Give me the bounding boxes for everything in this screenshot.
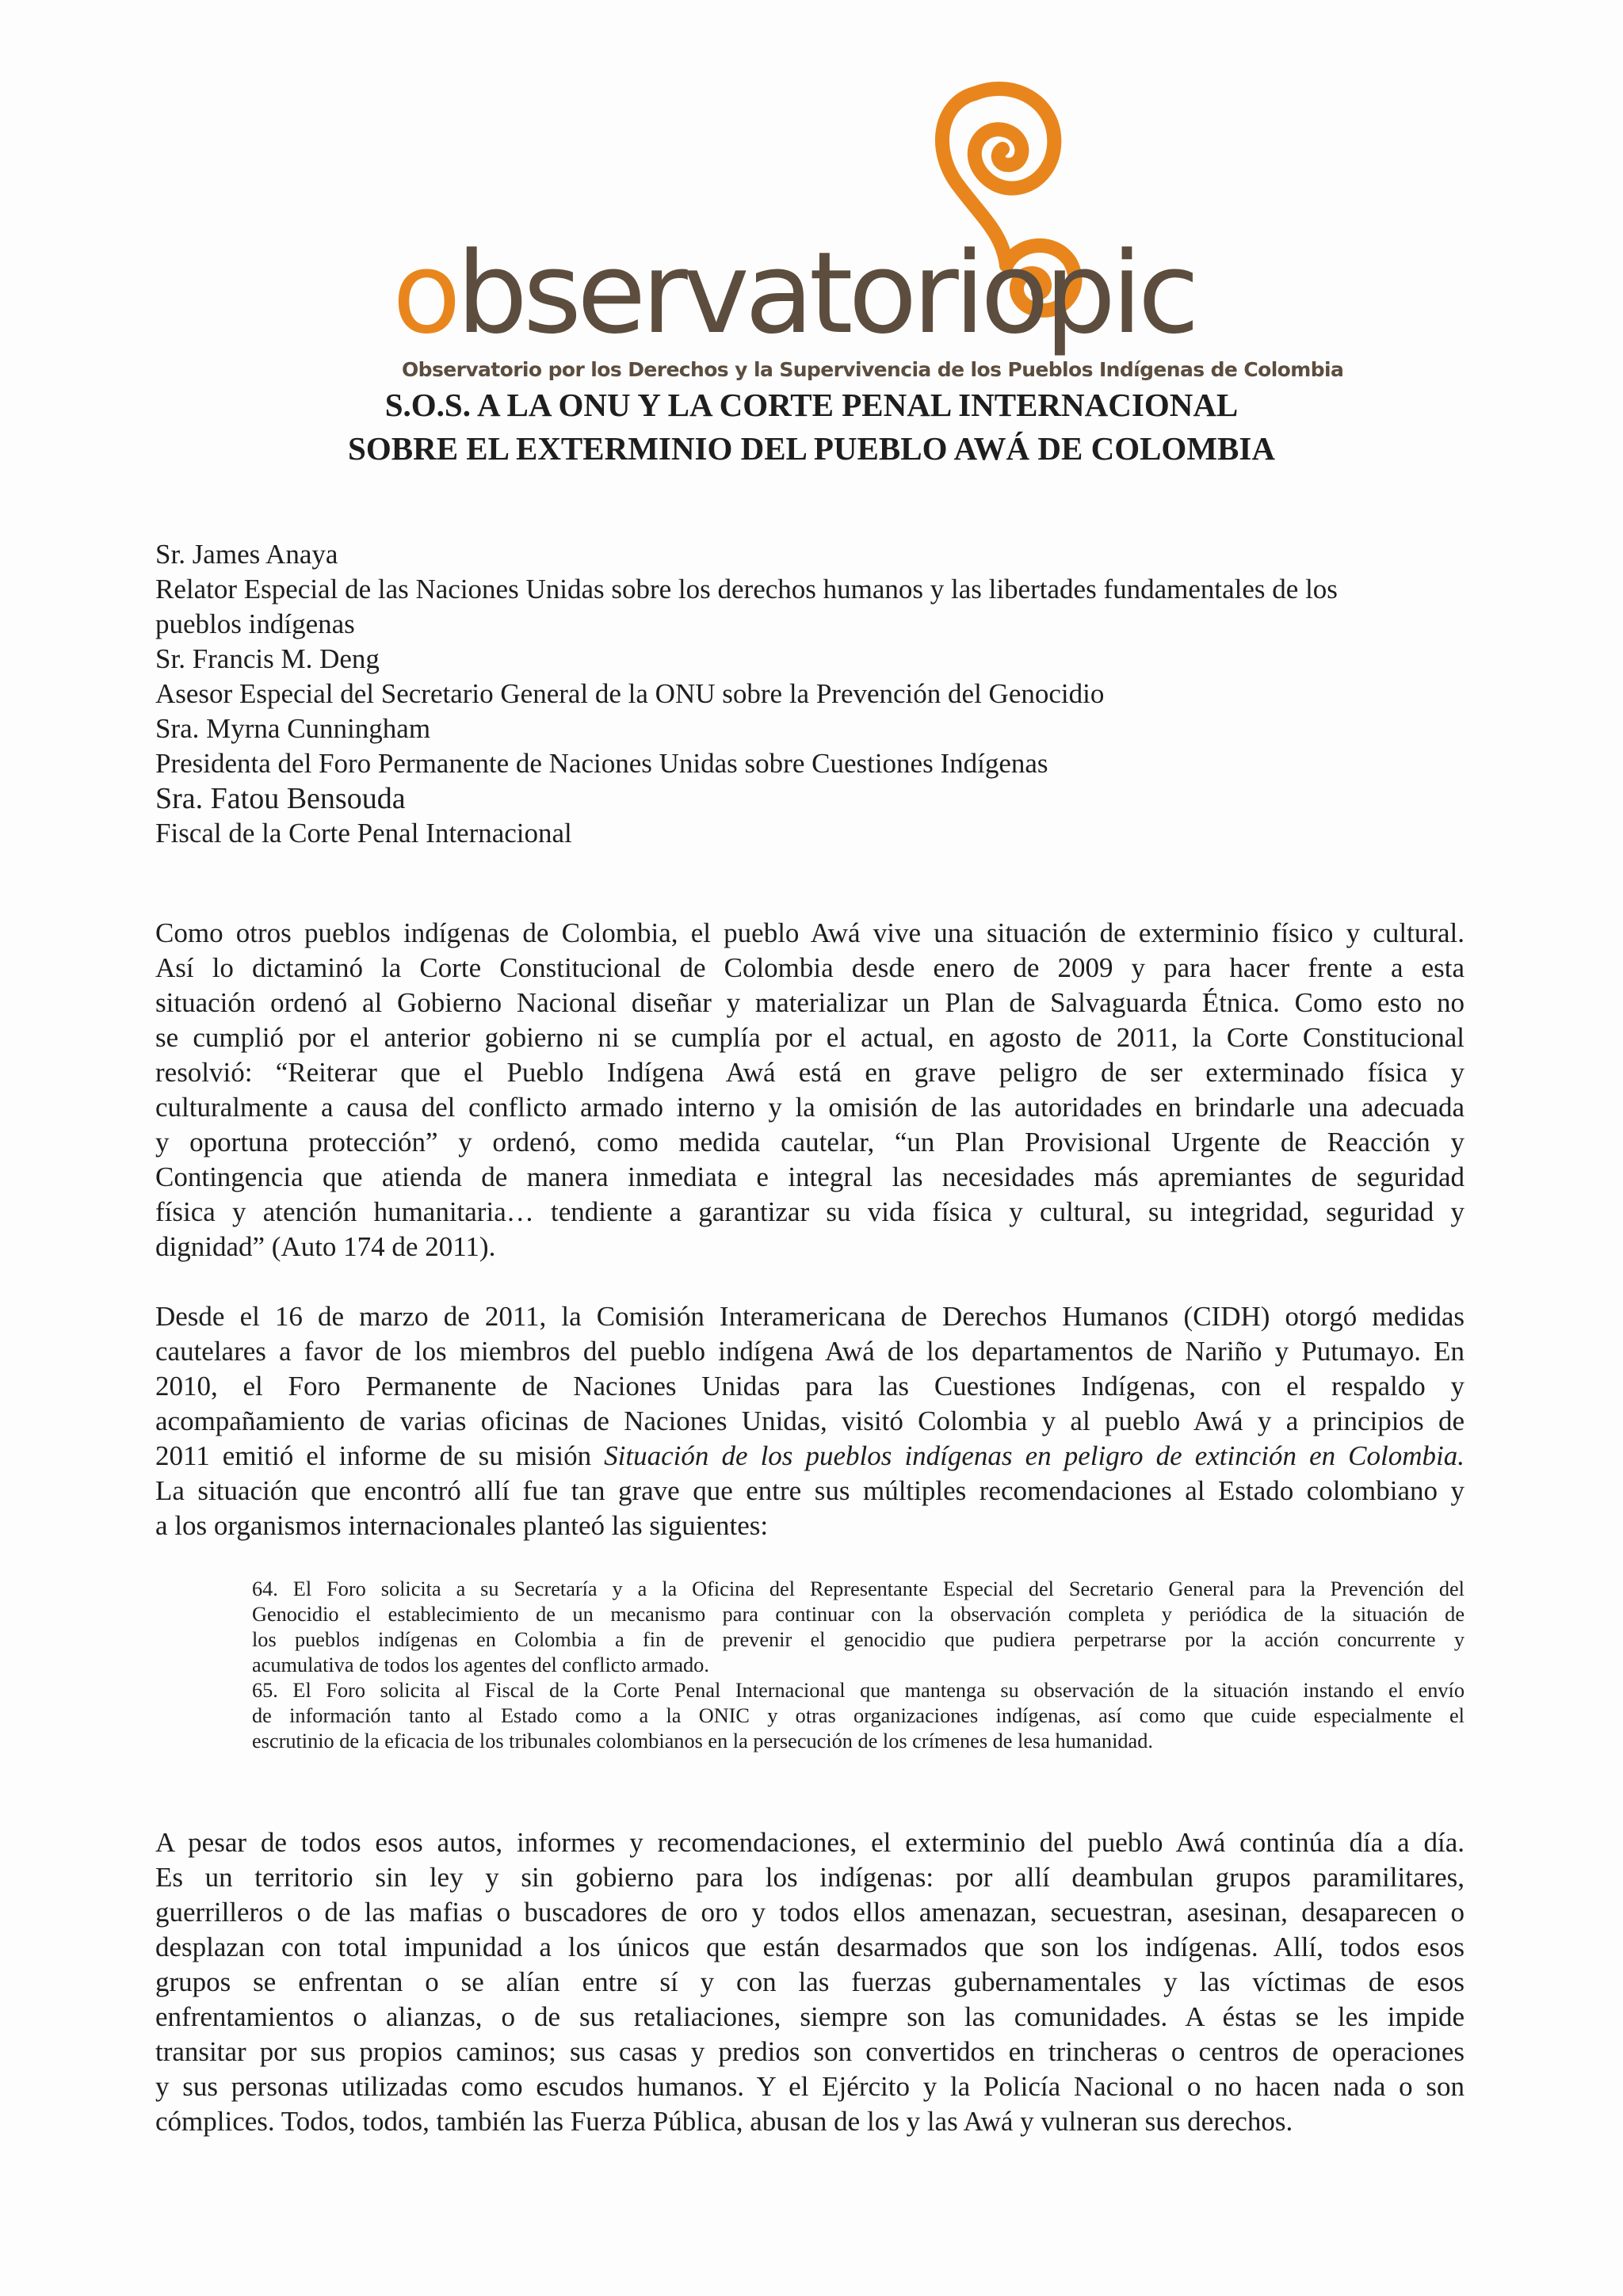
paragraph-line: Como otros pueblos indígenas de Colombia, el pueblo Awá vive una situación de exterminio físico y cultural. <box>155 917 1465 948</box>
document-title <box>0 383 1623 471</box>
paragraph-line: cómplices. Todos, todos, también las Fuerza Pública, abusan de los y las Awá y vulneran sus derechos. <box>155 2106 1293 2137</box>
quote-line: Genocidio el establecimiento de un mecanismo para continuar con la observación completa y periódica de la situación de <box>252 1603 1465 1626</box>
paragraph-line: Desde el 16 de marzo de 2011, la Comisión Interamericana de Derechos Humanos (CIDH) otorgó medidas <box>155 1301 1465 1332</box>
paragraph-line: Es un territorio sin ley y sin gobierno para los indígenas: por allí deambulan grupos paramilitares, <box>155 1862 1465 1893</box>
quote-line: acumulativa de todos los agentes del conflicto armado. <box>252 1653 709 1676</box>
addressee-role: Presidenta del Foro Permanente de Naciones Unidas sobre Cuestiones Indígenas <box>155 748 1048 779</box>
title-line-2: SOBRE EL EXTERMINIO DEL PUEBLO AWÁ DE COLOMBIA <box>348 430 1275 467</box>
paragraph-line: física y atención humanitaria… tendiente a garantizar su vida física y cultural, su integridad, seguridad y <box>155 1196 1465 1227</box>
quoted-recommendations <box>252 1577 1465 1754</box>
addressee-name: Sra. Fatou Bensouda <box>155 782 406 815</box>
paragraph-line: y sus personas utilizadas como escudos humanos. Y el Ejército y la Policía Nacional o no hacen nada o son <box>155 2071 1465 2102</box>
paragraph-line: y oportuna protección” y ordenó, como medida cautelar, “un Plan Provisional Urgente de Reacción y <box>155 1127 1465 1158</box>
quote-line: escrutinio de la eficacia de los tribunales colombianos en la persecución de los crímenes de lesa humanidad. <box>252 1730 1153 1753</box>
addressee-block <box>155 537 1463 851</box>
line-text: 2011 emitió el informe de su misión <box>155 1440 605 1471</box>
paragraph-line: a los organismos internacionales planteó las siguientes: <box>155 1510 769 1541</box>
paragraph-2 <box>155 1299 1465 1543</box>
paragraph-3 <box>155 1825 1465 2139</box>
paragraph-line <box>155 1439 1465 1474</box>
addressee-role: Fiscal de la Corte Penal Internacional <box>155 818 572 849</box>
logo-wordmark: observatoriopic <box>392 228 1195 359</box>
paragraph-1 <box>155 916 1465 1264</box>
paragraph-line: culturalmente a causa del conflicto armado interno y la omisión de las autoridades en brindarle una adecuada <box>155 1092 1465 1123</box>
paragraph-line: La situación que encontró allí fue tan grave que entre sus múltiples recomendaciones al Estado colombiano y <box>155 1475 1465 1506</box>
paragraph-line: se cumplió por el anterior gobierno ni se cumplía por el actual, en agosto de 2011, la Corte Constitucional <box>155 1022 1465 1053</box>
paragraph-line: enfrentamientos o alianzas, o de sus retaliaciones, siempre son las comunidades. A éstas se les impide <box>155 2001 1465 2032</box>
paragraph-line: Contingencia que atienda de manera inmediata e integral las necesidades más apremiantes de seguridad <box>155 1161 1465 1192</box>
addressee-name: Sr. Francis M. Deng <box>155 643 380 674</box>
addressee-name: Sra. Myrna Cunningham <box>155 713 431 744</box>
paragraph-line: 2010, el Foro Permanente de Naciones Unidas para las Cuestiones Indígenas, con el respaldo y <box>155 1371 1465 1402</box>
quote-line: 64. El Foro solicita a su Secretaría y a la Oficina del Representante Especial del Secretario General para la Prevención del <box>252 1577 1465 1600</box>
quote-line: 65. El Foro solicita al Fiscal de la Corte Penal Internacional que mantenga su observación de la situación instando el envío <box>252 1679 1465 1702</box>
paragraph-line: situación ordenó al Gobierno Nacional diseñar y materializar un Plan de Salvaguarda Étnica. Como esto no <box>155 987 1465 1018</box>
logo-tagline: Observatorio por los Derechos y la Supervivencia de los Pueblos Indígenas de Colombia <box>402 358 1344 381</box>
addressee-role: Relator Especial de las Naciones Unidas sobre los derechos humanos y las libertades fundamentales de los <box>155 574 1338 605</box>
paragraph-line: Así lo dictaminó la Corte Constitucional de Colombia desde enero de 2009 y para hacer frente a esta <box>155 952 1465 983</box>
observatorio-logo <box>392 79 1344 381</box>
paragraph-line: A pesar de todos esos autos, informes y recomendaciones, el exterminio del pueblo Awá continúa día a día. <box>155 1827 1465 1858</box>
paragraph-line: transitar por sus propios caminos; sus casas y predios son convertidos en trincheras o centros de operaciones <box>155 2036 1465 2067</box>
paragraph-line: cautelares a favor de los miembros del pueblo indígena Awá de los departamentos de Nariño y Putumayo. En <box>155 1336 1465 1367</box>
paragraph-line: desplazan con total impunidad a los únicos que están desarmados que son los indígenas. Allí, todos esos <box>155 1932 1465 1962</box>
addressee-role: pueblos indígenas <box>155 608 355 639</box>
report-title-italic: Situación de los pueblos indígenas en peligro de extinción en Colombia. <box>604 1440 1465 1471</box>
addressee-role: Asesor Especial del Secretario General de la ONU sobre la Prevención del Genocidio <box>155 678 1105 709</box>
quote-line: los pueblos indígenas en Colombia a fin de prevenir el genocidio que pudiera perpetrarse por la acción concurrente y <box>252 1628 1465 1651</box>
addressee-name: Sr. James Anaya <box>155 539 338 570</box>
paragraph-line: dignidad” (Auto 174 de 2011). <box>155 1231 496 1262</box>
quote-line: de información tanto al Estado como a la ONIC y otras organizaciones indígenas, así como que cuide especialmente el <box>252 1704 1465 1727</box>
paragraph-line: guerrilleros o de las mafias o buscadores de oro y todos ellos amenazan, secuestran, asesinan, desaparecen o <box>155 1897 1465 1928</box>
paragraph-line: acompañamiento de varias oficinas de Naciones Unidas, visitó Colombia y al pueblo Awá y a principios de <box>155 1405 1465 1436</box>
title-line-1: S.O.S. A LA ONU Y LA CORTE PENAL INTERNACIONAL <box>384 387 1239 423</box>
paragraph-line: grupos se enfrentan o se alían entre sí y con las fuerzas gubernamentales y las víctimas de esos <box>155 1966 1465 1997</box>
paragraph-line: resolvió: “Reiterar que el Pueblo Indígena Awá está en grave peligro de ser exterminado física y <box>155 1057 1465 1088</box>
